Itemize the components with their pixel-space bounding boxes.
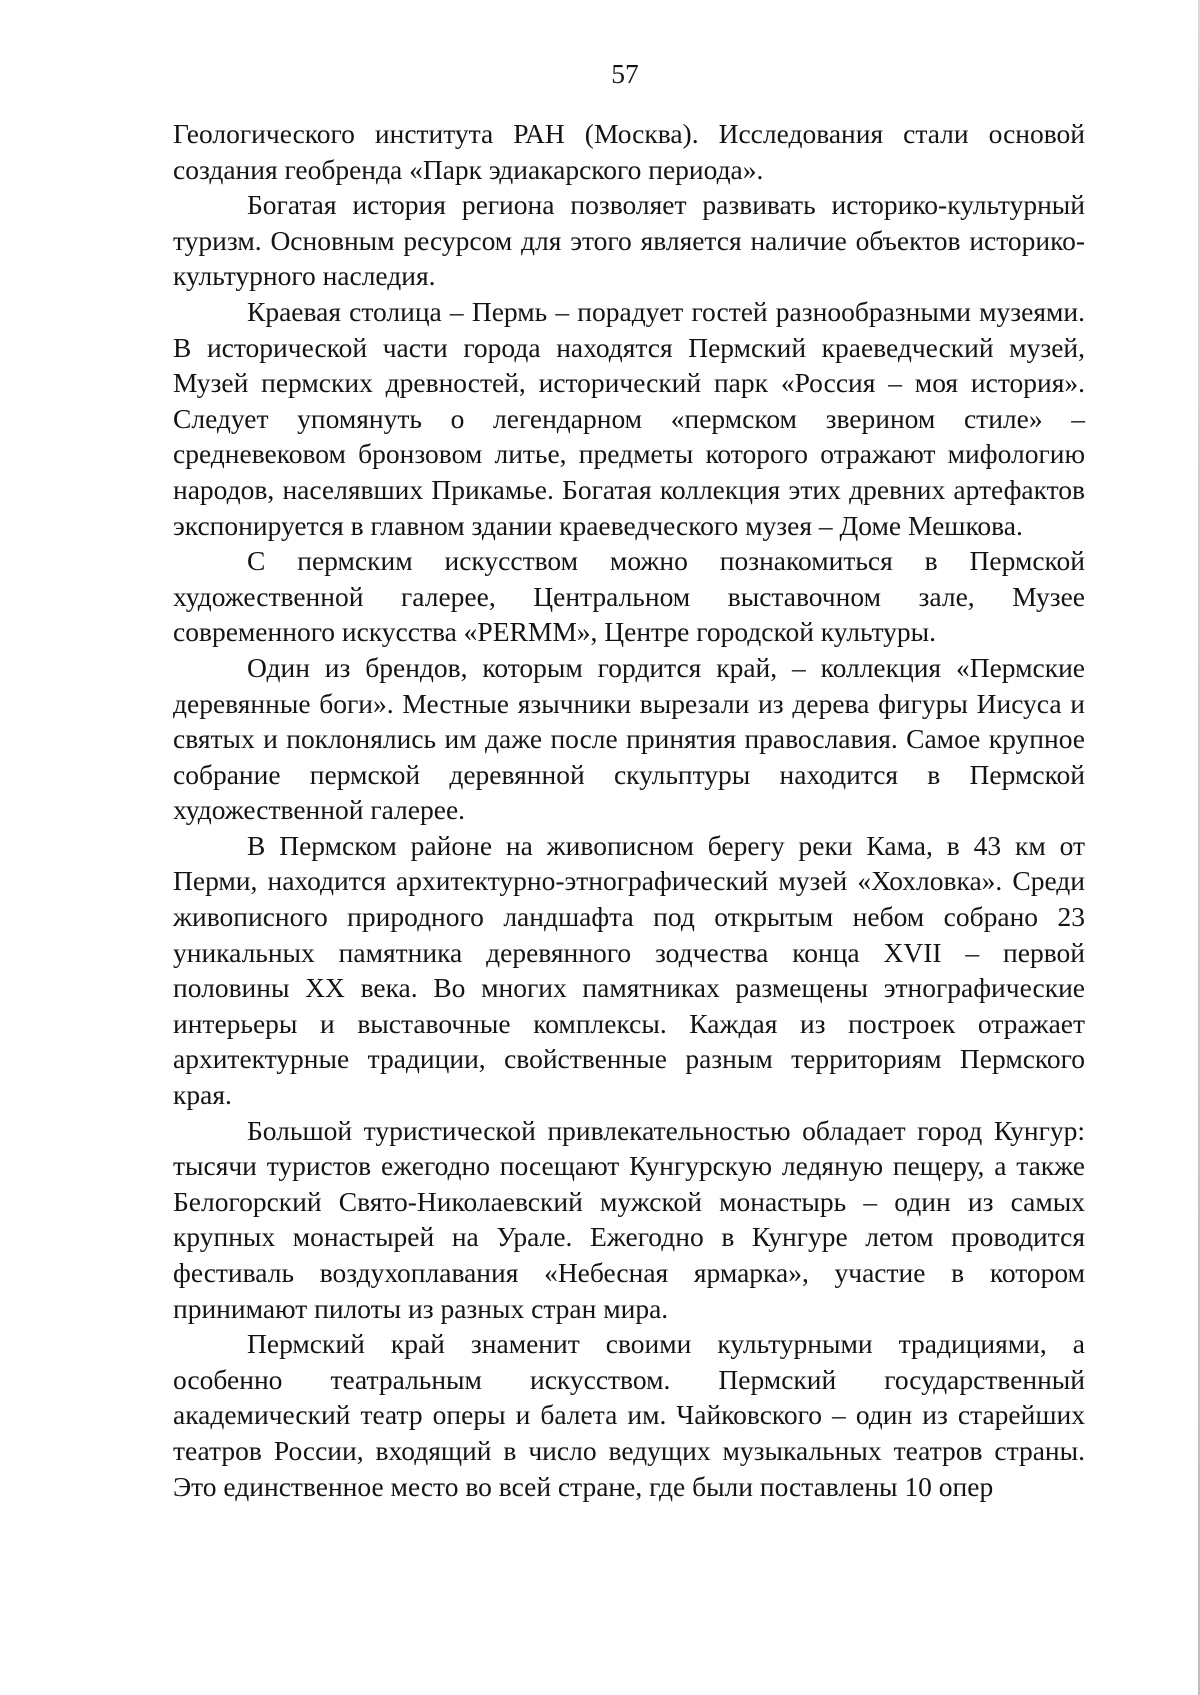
paragraph-kungur: Большой туристической привлекательностью обладает город Кунгур: тысячи туристов ежегодно посещают Кунгурскую ледяную пещеру, а также Белогорский Свято-Николаевский мужской монастырь – один из самых крупных монастырей на Урале. Ежегодно в Кунгуре летом проводится фестиваль воздухоплавания «Небесная ярмарка», участие в котором принимают пилоты из разных стран мира. — [173, 1114, 1085, 1324]
paragraph-wooden-gods: Один из брендов, которым гордится край, – коллекция «Пермские деревянные боги». Местные язычники вырезали из дерева фигуры Иисуса и святых и поклонялись им даже после принятия православия. Самое крупное собрание пермской деревянной скульптуры находится в Пермской художественной галерее. — [173, 651, 1085, 826]
paragraph-perm-museums: Краевая столица – Пермь – порадует гостей разнообразными музеями. В исторической части города находятся Пермский краеведческий музей, Музей пермских древностей, исторический парк «Россия – моя история». Следует упомянуть о легендарном «пермском зверином стиле» – средневековом бронзовом литье, предметы которого отражают мифологию народов, населявших Прикамье. Богатая коллекция этих древних артефактов экспонируется в главном здании краеведческого музея – Доме Мешкова. — [173, 295, 1085, 541]
paragraph-historical-tourism: Богатая история региона позволяет развивать историко-культурный туризм. Основным ресурсом для этого является наличие объектов историко-культурного наследия. — [173, 189, 1085, 292]
paragraph-theatre: Пермский край знаменит своими культурными традициями, а особенно театральным искусством. Пермский государственный академический театр оперы и балета им. Чайковского – один из старейших театров России, входящий в число ведущих музыкальных театров страны. Это единственное место во всей стране, где были поставлены 10 опер — [173, 1328, 1085, 1502]
page-number: 57 — [611, 58, 639, 89]
paragraph-khokhlovka: В Пермском районе на живописном берегу реки Кама, в 43 км от Перми, находится архитектурно-этнографический музей «Хохловка». Среди живописного природного ландшафта под открытым небом собрано 23 уникальных памятника деревянного зодчества конца XVII – первой половины XX века. Во многих памятниках размещены этнографические интерьеры и выставочные комплексы. Каждая из построек отражает архитектурные традиции, свойственные разным территориям Пермского края. — [173, 829, 1085, 1111]
document-body — [173, 116, 1085, 1504]
paragraph-perm-art: С пермским искусством можно познакомиться в Пермской художественной галерее, Центральном выставочном зале, Музее современного искусства «PERMM», Центре городской культуры. — [173, 545, 1085, 648]
paragraph-continuation: Геологического института РАН (Москва). Исследования стали основой создания геобренда «Парк эдиакарского периода». — [173, 118, 1085, 185]
